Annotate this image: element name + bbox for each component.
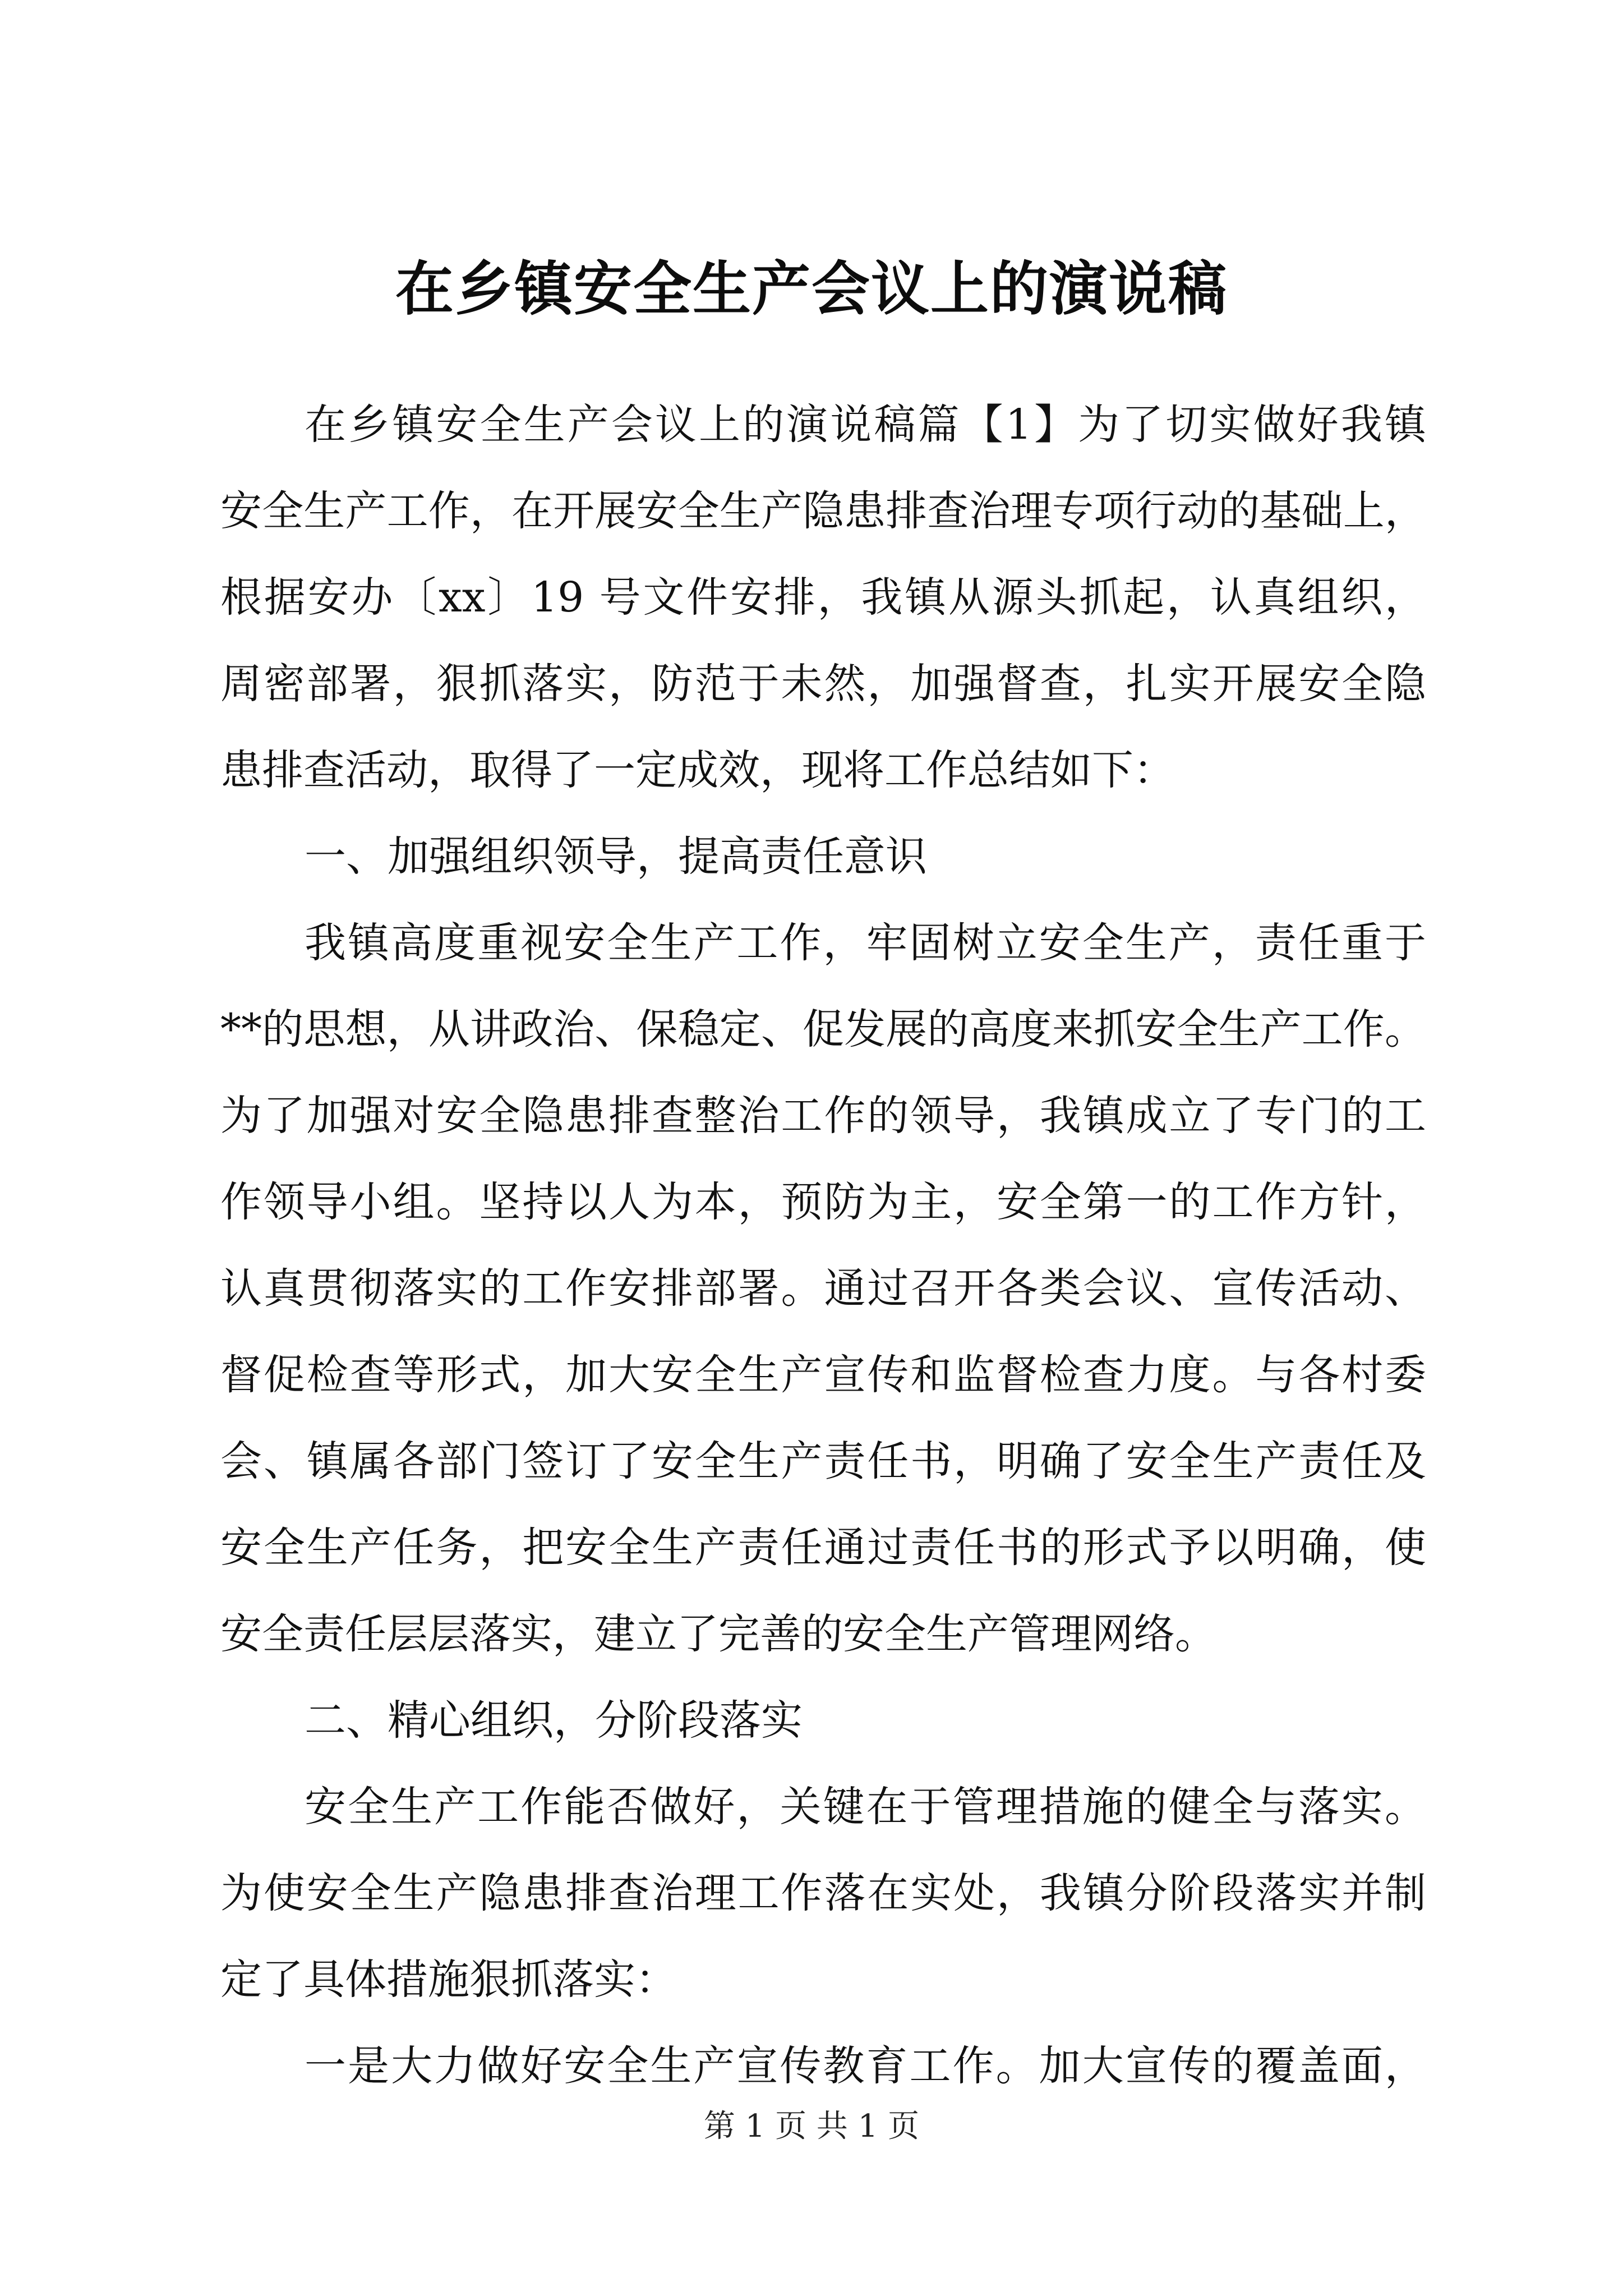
paragraph-line: 在乡镇安全生产会议上的演说稿篇【1】为了切实做好我镇 — [305, 401, 1426, 449]
paragraph-line: 一是大力做好安全生产宣传教育工作。加大宣传的覆盖面， — [305, 2042, 1426, 2090]
paragraph-line: 患排查活动，取得了一定成效，现将工作总结如下： — [220, 746, 1175, 794]
paragraph-line: 安全生产工作能否做好，关键在于管理措施的健全与落实。 — [305, 1783, 1426, 1831]
document-title: 在乡镇安全生产会议上的演说稿 — [395, 254, 1228, 323]
paragraph-line: 督促检查等形式，加大安全生产宣传和监督检查力度。与各村委 — [220, 1351, 1426, 1399]
paragraph-line: 为了加强对安全隐患排查整治工作的领导，我镇成立了专门的工 — [220, 1092, 1426, 1140]
section-heading: 二、精心组织，分阶段落实 — [305, 1696, 803, 1745]
paragraph-line: **的思想，从讲政治、保稳定、促发展的高度来抓安全生产工作。 — [220, 1005, 1426, 1053]
paragraph-line: 根据安办〔xx〕19 号文件安排，我镇从源头抓起，认真组织， — [220, 573, 1426, 622]
paragraph-line: 会、镇属各部门签订了安全生产责任书，明确了安全生产责任及 — [220, 1437, 1426, 1485]
paragraph-line: 安全责任层层落实，建立了完善的安全生产管理网络。 — [220, 1610, 1216, 1658]
paragraph-line: 认真贯彻落实的工作安排部署。通过召开各类会议、宣传活动、 — [220, 1264, 1426, 1313]
paragraph-line: 周密部署，狠抓落实，防范于未然，加强督查，扎实开展安全隐 — [220, 660, 1426, 708]
paragraph-line: 定了具体措施狠抓落实： — [220, 1955, 677, 2004]
paragraph-line: 安全生产工作，在开展安全生产隐患排查治理专项行动的基础上， — [220, 487, 1426, 535]
section-heading: 一、加强组织领导，提高责任意识 — [305, 832, 927, 881]
page-footer: 第 1 页 共 1 页 — [703, 2108, 920, 2145]
paragraph-line: 作领导小组。坚持以人为本，预防为主，安全第一的工作方针， — [220, 1178, 1426, 1226]
paragraph-line: 我镇高度重视安全生产工作，牢固树立安全生产，责任重于 — [305, 919, 1426, 967]
document-body — [220, 381, 1426, 2109]
paragraph-line: 为使安全生产隐患排查治理工作落在实处，我镇分阶段落实并制 — [220, 1869, 1426, 1917]
paragraph-line: 安全生产任务，把安全生产责任通过责任书的形式予以明确，使 — [220, 1524, 1426, 1572]
